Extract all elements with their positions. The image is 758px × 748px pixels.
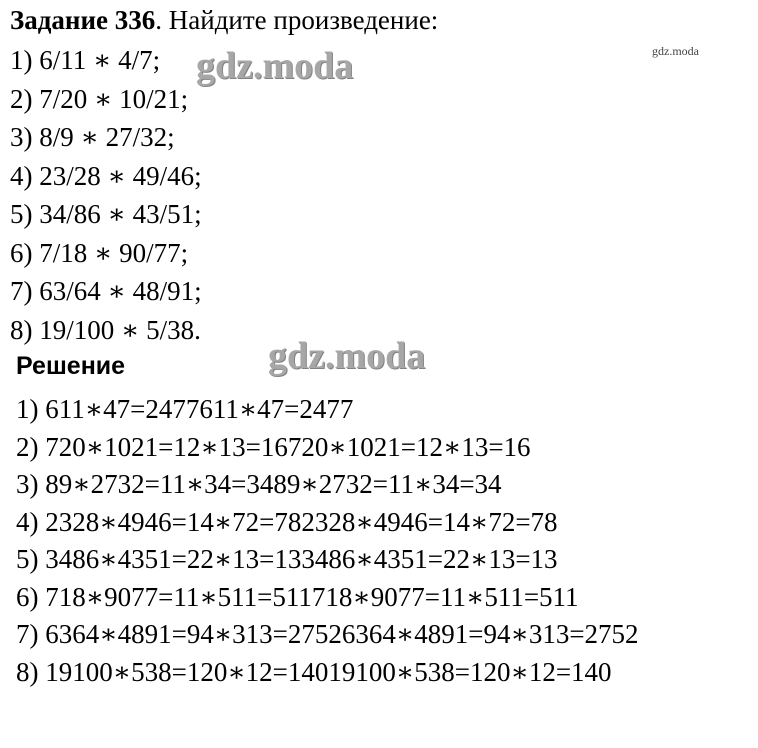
solution-line: 8) 19100∗538=120∗12=14019100∗538=120∗12=140 [16,656,612,687]
solution-line: 2) 720∗1021=12∗13=16720∗1021=12∗13=16 [16,431,531,462]
problem-item: 8) 19/100 ∗ 5/38. [10,314,201,345]
problem-item: 7) 63/64 ∗ 48/91; [10,276,202,306]
watermark-small: gdz.moda [652,44,699,58]
solution-line: 1) 611∗47=2477611∗47=2477 [16,394,354,424]
solution-line: 3) 89∗2732=11∗34=3489∗2732=11∗34=34 [16,469,502,499]
problem-item: 4) 23/28 ∗ 49/46; [10,160,202,191]
problem-item: 5) 34/86 ∗ 43/51; [10,199,202,229]
solution-line: 6) 718∗9077=11∗511=511718∗9077=11∗511=511 [16,581,579,612]
solution-line: 7) 6364∗4891=94∗313=27526364∗4891=94∗313=2752 [16,619,639,649]
solution-line: 4) 2328∗4946=14∗72=782328∗4946=14∗72=78 [16,506,558,537]
task-header [10,4,438,36]
task-text: . Найдите произведение: [155,5,439,35]
problem-list [10,44,202,352]
problem-item: 2) 7/20 ∗ 10/21; [10,83,189,114]
solution-title: Решение [16,352,126,380]
task-label: Задание 336 [10,5,156,35]
problem-item: 3) 8/9 ∗ 27/32; [10,122,175,152]
problem-item: 1) 6/11 ∗ 4/7; [10,45,161,75]
problem-item: 6) 7/18 ∗ 90/77; [10,237,189,268]
watermark-top: gdz.moda [196,45,354,87]
solution-list [16,393,639,693]
watermark-middle: gdz.moda [268,335,426,377]
solution-line: 5) 3486∗4351=22∗13=133486∗4351=22∗13=13 [16,544,558,574]
